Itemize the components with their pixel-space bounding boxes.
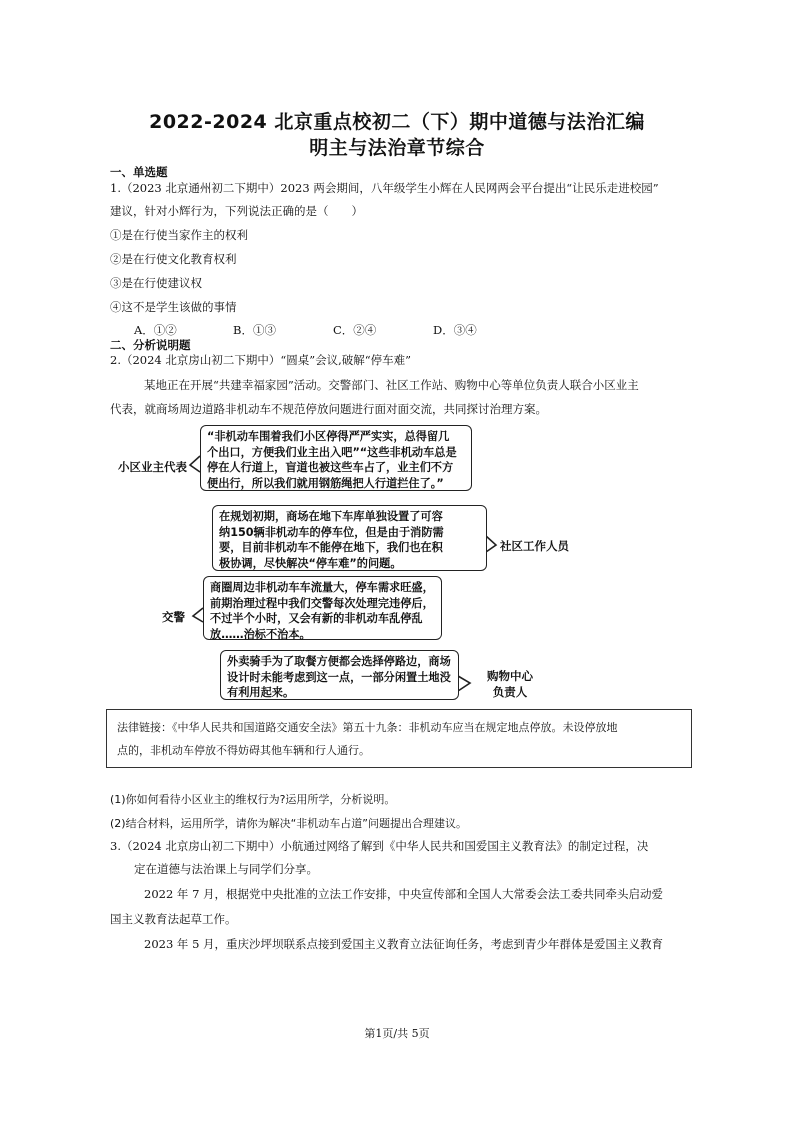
q1-item-4: ④这不是学生该做的事情 <box>110 300 237 314</box>
section-heading-single-choice: 一、单选题 <box>110 165 168 179</box>
page-title: 2022-2024 北京重点校初二（下）期中道德与法治汇编 <box>149 111 645 133</box>
q2-subquestion-2: (2)结合材料，运用所学，请你为解决“非机动车占道”问题提出合理建议。 <box>110 817 467 830</box>
speech-bubble-community <box>212 505 487 571</box>
bubble-mall-line1: 外卖骑手为了取餐方便都会选择停路边，商场 <box>227 655 451 668</box>
speech-bubble-police <box>203 576 442 640</box>
page-subtitle: 明主与法治章节综合 <box>309 137 485 159</box>
bubble-owner-line2: 个出口，方便我们业主出入吧”“这些非机动车总是 <box>207 445 457 459</box>
q2-intro-line2: 代表，就商场周边道路非机动车不规范停放问题进行面对面交流，共同探讨治理方案。 <box>110 402 547 416</box>
speaker-role-mall <box>484 668 536 700</box>
bubble-police-line1: 商圈周边非机动车车流量大，停车需求旺盛， <box>210 581 434 594</box>
page-number: 第1页/共 5页 <box>364 1027 430 1040</box>
speaker-role-police: 交警 <box>162 610 185 624</box>
speech-bubble-mall <box>220 650 459 700</box>
speech-bubble-owner <box>200 425 472 491</box>
speaker-role-community: 社区工作人员 <box>500 539 569 553</box>
bubble-community-line3: 要，目前非机动车不能停在地下，我们也在积 <box>219 541 443 554</box>
bubble-police-line4: 放……治标不治本。 <box>210 627 311 641</box>
q2-subquestion-1: (1)你如何看待小区业主的维权行为?运用所学，分析说明。 <box>110 793 396 806</box>
q1-option-c: C．②④ <box>333 323 377 337</box>
q1-item-2: ②是在行使文化教育权利 <box>110 252 237 266</box>
q3-stem-line2: 定在道德与法治课上与同学们分享。 <box>134 862 318 876</box>
q3-para1-line2: 国主义教育法起草工作。 <box>110 912 237 926</box>
law-link-box <box>106 709 692 768</box>
q1-option-b: B．①③ <box>233 323 276 337</box>
q3-para1-line1: 2022 年 7 月，根据党中央批准的立法工作安排，中央宣传部和全国人大常委会法工委共同牵头启动爱 <box>144 887 664 901</box>
bubble-mall-line2: 设计时未能考虑到这一点，一部分闲置土地没 <box>227 670 451 684</box>
bubble-owner-line1: “非机动车围着我们小区停得严严实实，总得留几 <box>207 430 450 443</box>
q1-stem-line2: 建议，针对小辉行为，下列说法正确的是（ ） <box>110 204 363 218</box>
q3-stem-line1: 3.（2024 北京房山初二下期中）小航通过网络了解到《中华人民共和国爱国主义教育法》的制定过程，决 <box>110 839 649 853</box>
q1-item-1: ①是在行使当家作主的权利 <box>110 228 248 242</box>
speaker-role-mall-line2: 负责人 <box>492 685 528 699</box>
bubble-community-line1: 在规划初期，商场在地下车库单独设置了可容 <box>219 510 443 523</box>
bubble-community-line2: 纳150辆非机动车的停车位，但是由于消防需 <box>219 525 444 539</box>
section-heading-analysis: 二、分析说明题 <box>110 338 191 352</box>
q1-option-a: A．①② <box>134 323 177 337</box>
bubble-police-line2: 前期治理过程中我们交警每次处理完违停后， <box>210 596 434 610</box>
q3-para2-line1: 2023 年 5 月，重庆沙坪坝联系点接到爱国主义教育立法征询任务，考虑到青少年群体是爱国主义教育 <box>144 937 664 951</box>
bubble-community-line4: 极协调，尽快解决“停车难”的问题。 <box>219 556 402 570</box>
bubble-owner-line4: 便出行，所以我们就用钢筋绳把人行道拦住了。” <box>207 476 444 490</box>
law-link-line1: 法律链接：《中华人民共和国道路交通安全法》第五十九条：非机动车应当在规定地点停放。未设停放地 <box>117 721 618 734</box>
q2-stem: 2.（2024 北京房山初二下期中）“圆桌”会议,破解“停车难” <box>110 353 412 367</box>
q1-option-d: D．③④ <box>433 323 477 337</box>
bubble-police-line3: 不过半个小时，又会有新的非机动车乱停乱 <box>210 612 423 625</box>
law-link-line2: 点的，非机动车停放不得妨碍其他车辆和行人通行。 <box>117 744 370 757</box>
q2-intro-line1: 某地正在开展“共建幸福家园”活动。交警部门、社区工作站、购物中心等单位负责人联合小区业主 <box>144 378 639 392</box>
bubble-owner-line3: 停在人行道上，盲道也被这些车占了，业主们不方 <box>207 461 454 474</box>
speaker-role-mall-line1: 购物中心 <box>487 669 533 683</box>
q1-item-3: ③是在行使建议权 <box>110 276 202 290</box>
q1-stem-line1: 1.（2023 北京通州初二下期中）2023 两会期间，八年级学生小辉在人民网两会平台提出“让民乐走进校园” <box>110 181 659 195</box>
speaker-role-owner: 小区业主代表 <box>118 460 187 474</box>
bubble-mall-line3: 有利用起来。 <box>227 686 295 699</box>
